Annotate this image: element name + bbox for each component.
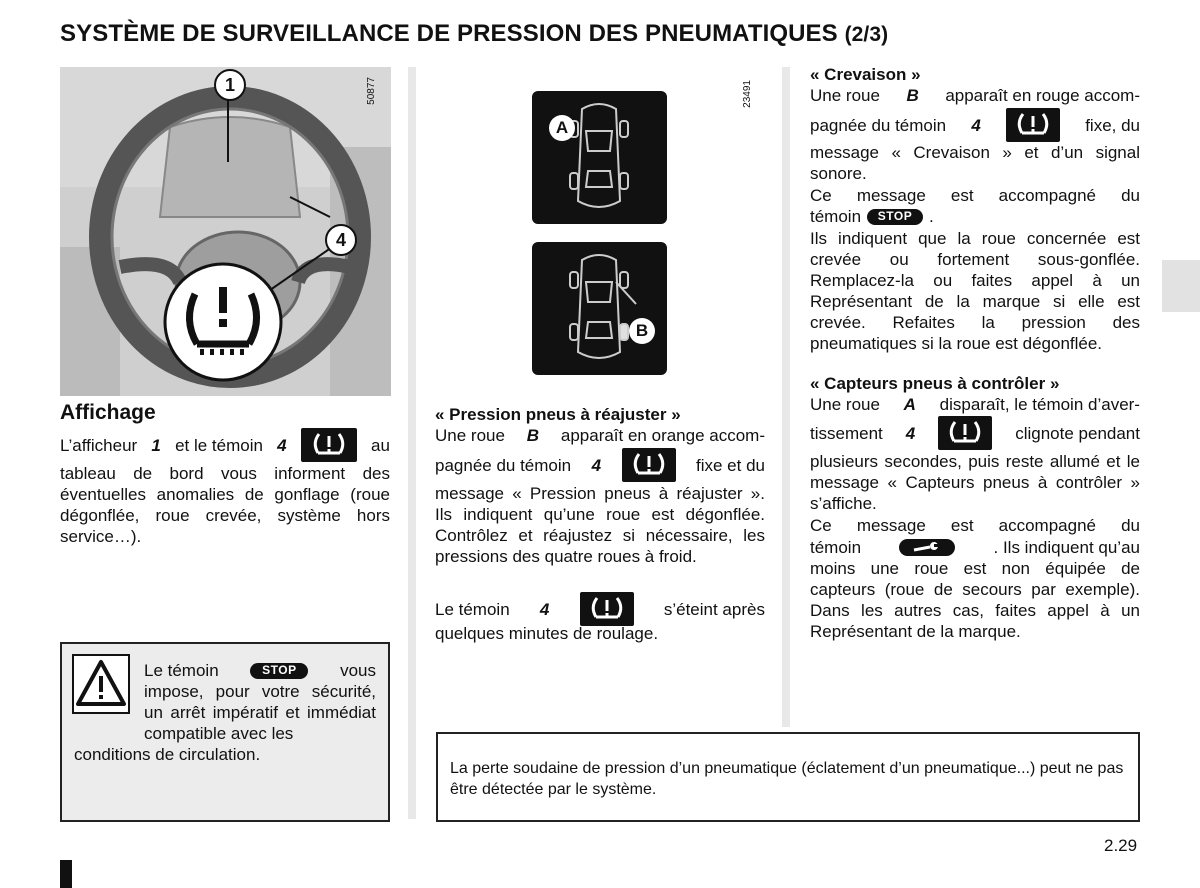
text-fragment: tissement (810, 423, 883, 443)
stop-icon: STOP (250, 663, 308, 679)
text-fragment: tableau de bord vous informent des éventuelles anomalies de gonflage (roue dégonflée, roue crevée, système hors service…). (60, 464, 390, 546)
text-fragment: Ce message est accompagné du (810, 186, 1140, 205)
warning-triangle-icon (72, 654, 130, 714)
tire-pressure-warning-icon (622, 448, 676, 482)
text-fragment: pagnée du témoin (435, 455, 572, 475)
ref-4: 4 (905, 423, 916, 443)
car-panel-b (532, 242, 667, 375)
tire-pressure-warning-icon (580, 592, 634, 626)
sensors-paragraph: plusieurs secondes, puis reste allumé et le message « Capteurs pneus à contrôler » s’affiche. (810, 452, 1140, 513)
text-fragment: s’éteint après (663, 599, 765, 619)
text-fragment: quelques minutes de roulage. (435, 624, 659, 643)
callout-1: 1 (214, 69, 246, 101)
text-fragment: et le témoin (175, 435, 263, 455)
display-paragraph (60, 427, 390, 547)
puncture-advice: Ils indiquent que la roue concernée est crevée ou fortement sous-gonflée. Remplacez-la ou faites appel à un Représentant de la marque si elle est crevée. Refaites la pression des pneumatiques si la roue est dégonflée. (810, 229, 1140, 353)
ref-4: 4 (539, 599, 550, 619)
ref-b: B (526, 426, 540, 445)
label-b: B (629, 318, 655, 344)
section-heading-pressure: « Pression pneus à réajuster » (435, 405, 681, 424)
page-title (60, 20, 888, 48)
figure-ref-2: 23491 (742, 80, 753, 108)
section-heading-sensors: « Capteurs pneus à contrôler » (810, 374, 1060, 393)
ref-a: A (903, 395, 916, 414)
ref-4: 4 (971, 115, 981, 135)
note-box (436, 732, 1140, 822)
text-fragment: Une roue (810, 86, 880, 105)
line (810, 394, 1140, 415)
callout-4: 4 (325, 224, 357, 256)
warning-text-end: conditions de circulation. (74, 745, 261, 764)
column-separator (782, 67, 790, 727)
puncture-paragraph: message « Crevaison » et d’un signal sonore. (810, 143, 1140, 183)
text-fragment: apparaît en rouge accom- (945, 86, 1140, 105)
line: témoin STOP . (810, 207, 934, 226)
stop-icon: STOP (867, 209, 923, 225)
tire-pressure-warning-icon (938, 416, 992, 450)
pressure-paragraph: message « Pression pneus à réajuster ». Ils indiquent qu’une roue est dégonflée. Contrôlez et réajustez si nécessaire, les pressions des quatre roues à froid. (435, 484, 765, 566)
steering-wheel-figure (60, 67, 391, 396)
section-heading-puncture: « Crevaison » (810, 65, 921, 84)
figure-ref: 50877 (366, 77, 377, 105)
text-fragment: Une roue (810, 395, 880, 414)
text-fragment: Ce message est accompagné du (810, 516, 1140, 535)
note-text: La perte soudaine de pression d’un pneumatique (éclatement d’un pneumatique...) peut ne pas être détectée par le système. (450, 760, 1124, 798)
warning-text-cont: impose, pour votre sécurité, un arrêt impératif et immédiat compatible avec les (144, 682, 376, 743)
text-fragment: . Ils indiquent qu’au (993, 538, 1140, 557)
line (810, 85, 1140, 106)
tire-pressure-warning-icon (1006, 108, 1060, 142)
ref-1: 1 (151, 435, 161, 455)
text-fragment: Le témoin (435, 599, 510, 619)
column-separator (408, 67, 416, 819)
text-fragment: clignote pendant (1015, 423, 1140, 443)
text-fragment: pagnée du témoin (810, 115, 947, 135)
text-fragment: témoin (810, 207, 862, 226)
text-fragment: fixe et du (695, 455, 765, 475)
section-heading: Affichage (60, 401, 156, 424)
label-a: A (549, 115, 575, 141)
page-number: 2.29 (1104, 836, 1138, 855)
title-text: SYSTÈME DE SURVEILLANCE DE PRESSION DES PNEUMATIQUES (60, 20, 838, 47)
ref-4: 4 (591, 455, 602, 475)
sensors-advice: moins une roue est non équipée de capteurs (roue de secours par exemple). Dans les autres cas, faites appel à un Représentant de la marque. (810, 559, 1140, 641)
ref-b: B (906, 86, 919, 105)
line (435, 425, 765, 446)
line (810, 414, 1140, 452)
line (435, 446, 765, 484)
warning-box (60, 642, 390, 822)
ref-4: 4 (277, 435, 287, 455)
line (810, 537, 1140, 558)
text-fragment: L’afficheur (60, 435, 138, 455)
text-fragment: Une roue (435, 426, 505, 445)
line (810, 106, 1140, 144)
wrench-service-icon (899, 539, 955, 556)
text-fragment: apparaît en orange accom- (560, 426, 765, 445)
title-part: (2/3) (844, 23, 889, 46)
text-fragment: fixe, du (1085, 115, 1140, 135)
car-panel-a (532, 91, 667, 224)
side-tab (1162, 260, 1200, 312)
text-fragment: disparaît, le témoin d’aver- (939, 395, 1140, 414)
text-fragment: témoin (810, 538, 862, 557)
warning-text: Le témoin STOP vous (144, 661, 376, 680)
text-fragment: Le témoin (144, 661, 219, 680)
corner-bar (60, 860, 72, 888)
tire-pressure-warning-icon (301, 428, 357, 462)
text-fragment: au (371, 435, 390, 455)
